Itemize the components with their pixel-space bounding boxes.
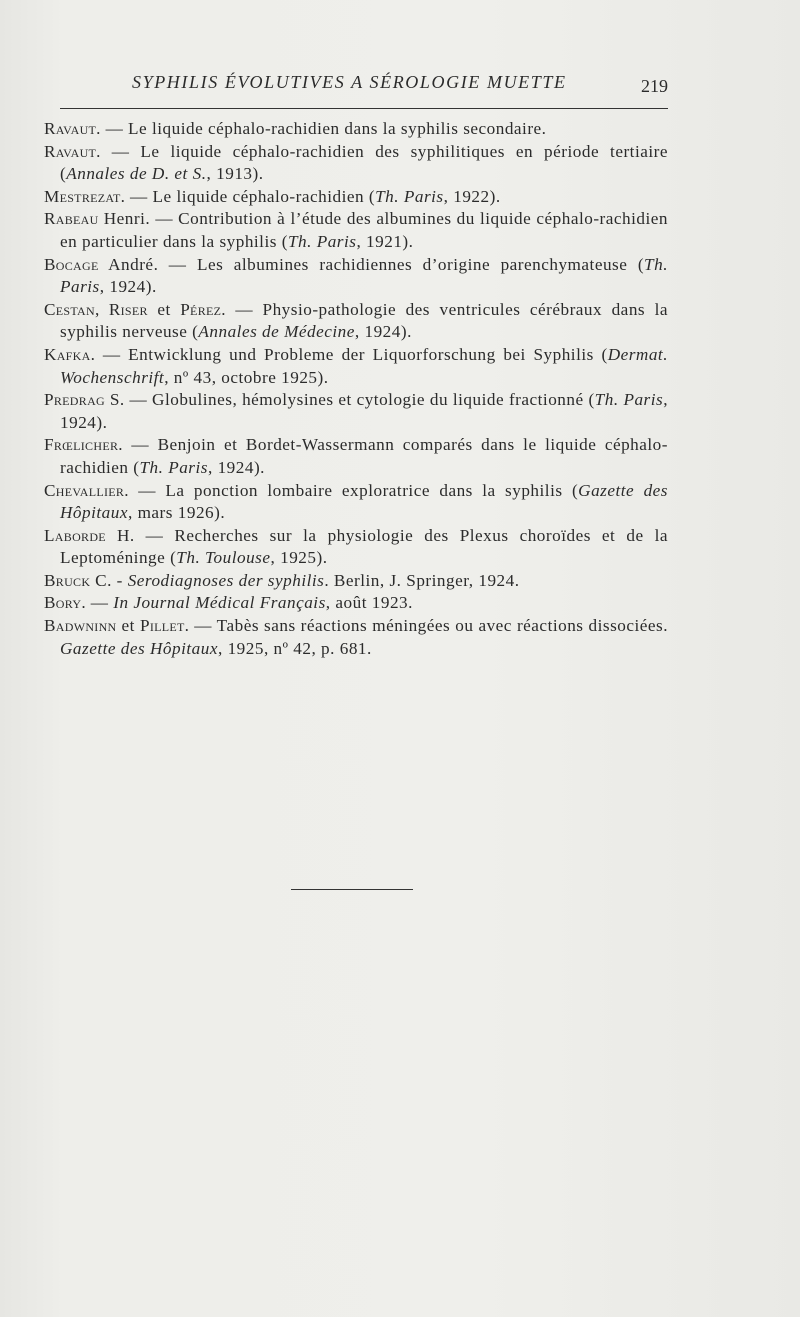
reference-source: In Journal Médical Français xyxy=(113,593,326,613)
running-title: SYPHILIS ÉVOLUTIVES A SÉROLOGIE MUETTE xyxy=(132,72,567,92)
reference-source: Th. Paris xyxy=(594,390,664,410)
reference-author: Cestan, Riser xyxy=(44,299,148,319)
bibliography-list xyxy=(44,118,668,660)
reference-entry xyxy=(44,186,668,209)
reference-text: — xyxy=(85,593,114,613)
reference-text: — Tabès sans réactions méningées ou avec réactions dissociées. xyxy=(189,616,668,636)
reference-date: , 1913). xyxy=(206,164,264,184)
reference-source: Dermat. Wochenschrift xyxy=(60,344,668,387)
reference-author: Kafka. xyxy=(44,344,96,364)
reference-entry xyxy=(44,525,668,570)
reference-author: Chevallier. xyxy=(44,480,129,500)
end-rule xyxy=(291,889,413,890)
reference-date: , août 1923. xyxy=(325,593,413,613)
reference-source: Gazette des Hôpitaux xyxy=(60,480,668,523)
reference-entry xyxy=(44,344,668,389)
reference-author: Pérez. xyxy=(180,299,226,319)
reference-author: Mestrezat. xyxy=(44,186,126,206)
reference-entry xyxy=(44,615,668,660)
reference-source: Annales de D. et S. xyxy=(66,164,207,184)
reference-conjunction: et xyxy=(116,616,140,636)
reference-text: — Le liquide céphalo-rachidien ( xyxy=(125,186,376,206)
reference-text: — Le liquide céphalo-rachidien dans la syphilis secondaire. xyxy=(100,119,547,138)
reference-source: Gazette des Hôpitaux xyxy=(60,638,218,658)
reference-text: — Benjoin et Bordet-Wassermann comparés dans le liquide céphalo-rachidien ( xyxy=(60,435,668,477)
reference-date: , 1925, nº 42, p. 681. xyxy=(217,638,372,658)
reference-date: , 1925). xyxy=(270,548,328,568)
reference-author: Ravaut. xyxy=(44,119,101,138)
header-rule xyxy=(60,108,668,109)
reference-author: Rabeau xyxy=(44,209,99,229)
reference-date: , 1924). xyxy=(99,277,157,297)
reference-date: , nº 43, octobre 1925). xyxy=(164,367,329,387)
reference-entry xyxy=(44,208,668,253)
reference-source: Th. Paris xyxy=(375,186,444,206)
reference-author: Bruck xyxy=(44,570,91,590)
page-number: 219 xyxy=(641,76,668,96)
reference-author: Predrag xyxy=(44,390,105,410)
reference-author: Laborde xyxy=(44,525,106,545)
reference-date: , 1921). xyxy=(356,231,414,251)
reference-author: Badwninn xyxy=(44,616,117,636)
reference-conjunction: et xyxy=(147,299,181,319)
reference-text: — La ponction lombaire exploratrice dans la syphilis ( xyxy=(128,480,579,500)
reference-entry xyxy=(44,389,668,434)
reference-text: S. — Globulines, hémolysines et cytologie du liquide fractionné ( xyxy=(105,390,595,410)
reference-source: Th. Paris xyxy=(60,254,668,297)
reference-entry xyxy=(44,592,668,615)
reference-source: Th. Paris xyxy=(287,231,357,251)
reference-author: Bory. xyxy=(44,593,86,613)
reference-date: , 1924). xyxy=(60,390,668,432)
reference-source: Annales de Médecine xyxy=(198,322,355,342)
reference-text: — Entwicklung und Probleme der Liquorforschung bei Syphilis ( xyxy=(95,344,608,364)
reference-text: André. — Les albumines rachidiennes d’origine parenchymateuse ( xyxy=(98,254,645,274)
running-head xyxy=(60,70,668,100)
reference-entry xyxy=(44,141,668,186)
reference-entry xyxy=(44,254,668,299)
reference-source: Th. Toulouse xyxy=(176,548,271,568)
reference-entry xyxy=(44,299,668,344)
reference-date: . Berlin, J. Springer, 1924. xyxy=(324,570,520,590)
reference-text: C. - xyxy=(90,570,128,590)
reference-date: , 1922). xyxy=(443,186,501,206)
reference-date: , mars 1926). xyxy=(127,503,226,523)
reference-author: Bocage xyxy=(44,254,99,274)
reference-author: Pillet. xyxy=(139,616,190,636)
reference-source: Th. Paris xyxy=(139,457,208,477)
reference-text: — Physio-pathologie des ventricules cérébraux dans la syphilis nerveuse ( xyxy=(60,299,668,342)
reference-entry xyxy=(44,434,668,479)
reference-entry xyxy=(44,570,668,593)
reference-source: Serodiagnoses der syphilis xyxy=(127,570,325,590)
reference-date: , 1924). xyxy=(207,457,265,477)
reference-author: Ravaut. xyxy=(44,141,101,161)
reference-entry xyxy=(44,480,668,525)
reference-author: Frœlicher. xyxy=(44,435,123,455)
reference-date: , 1924). xyxy=(354,322,412,342)
reference-text: Henri. — Contribution à l’étude des albumines du liquide céphalo-rachidien en particulier dans la syphilis ( xyxy=(60,209,668,251)
reference-entry xyxy=(44,118,668,141)
reference-text: H. — Recherches sur la physiologie des Plexus choroïdes et de la Leptoméninge ( xyxy=(60,525,668,568)
reference-text: — Le liquide céphalo-rachidien des syphilitiques en période tertiaire ( xyxy=(60,141,668,184)
